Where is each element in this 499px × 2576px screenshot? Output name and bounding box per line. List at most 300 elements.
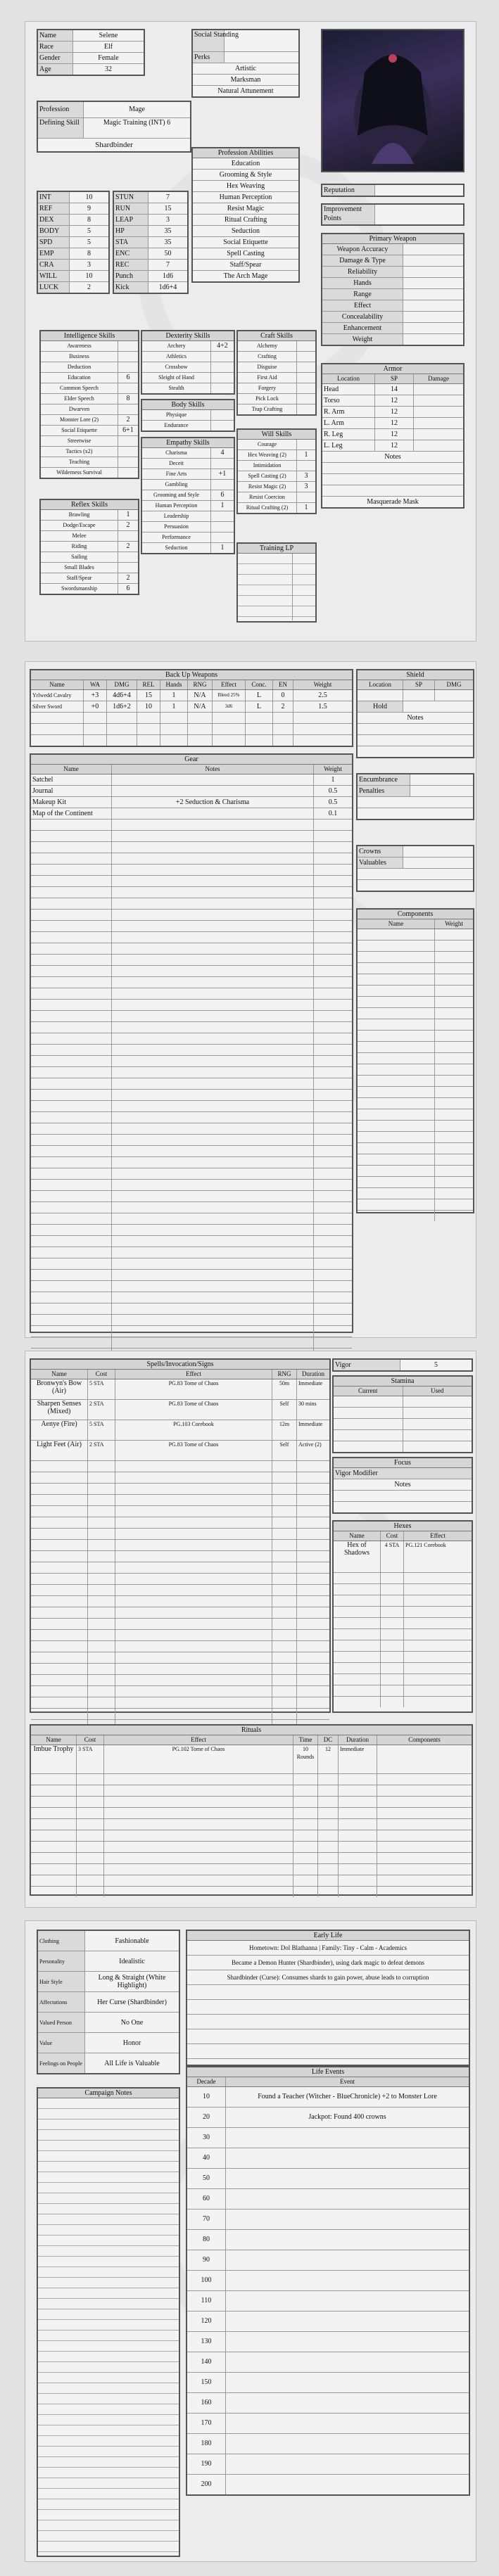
spell-empty-row[interactable]: [31, 1619, 329, 1630]
early-life-empty-line[interactable]: [187, 2015, 469, 2029]
ritual-empty-row[interactable]: [31, 1830, 472, 1842]
derived-stat-value[interactable]: 35: [164, 238, 172, 246]
ritual-empty-row[interactable]: [31, 1808, 472, 1819]
component-empty-row[interactable]: [358, 1053, 473, 1064]
armor-cell[interactable]: R. Leg: [322, 429, 375, 440]
spell-cell[interactable]: 2 STA: [88, 1400, 115, 1420]
component-empty-row[interactable]: [358, 1109, 473, 1121]
component-empty-row[interactable]: [358, 986, 473, 997]
gear-empty-row[interactable]: [31, 921, 352, 932]
ritual-empty-row[interactable]: [31, 1797, 472, 1808]
personality-value[interactable]: Her Curse (Shardbinder): [97, 1998, 167, 2006]
personality-value[interactable]: No One: [120, 2018, 144, 2027]
armor-notes-line[interactable]: [322, 474, 463, 485]
spell-empty-row[interactable]: [31, 1484, 329, 1495]
hex-empty-row[interactable]: [334, 1584, 472, 1595]
spell-empty-row[interactable]: [31, 1562, 329, 1574]
backup-weapon-cell[interactable]: 1.5: [318, 703, 327, 710]
early-life-empty-line[interactable]: [187, 2044, 469, 2059]
shield-notes-empty-row[interactable]: [358, 724, 473, 735]
spell-empty-row[interactable]: [31, 1585, 329, 1596]
personality-value[interactable]: Idealistic: [119, 1957, 145, 1965]
gear-empty-row[interactable]: [31, 1090, 352, 1101]
stat-value[interactable]: 8: [87, 250, 91, 257]
spell-cell[interactable]: Light Feet (Air): [31, 1441, 88, 1460]
hex-empty-row[interactable]: [334, 1595, 472, 1607]
derived-stat-value[interactable]: 35: [164, 227, 172, 235]
body-skill-value[interactable]: [211, 410, 234, 420]
gear-empty-row[interactable]: [31, 1337, 352, 1348]
stamina-empty-row[interactable]: [334, 1396, 472, 1408]
gear-empty-row[interactable]: [31, 1202, 352, 1213]
gear-cell[interactable]: 0.5: [328, 798, 338, 806]
component-empty-row[interactable]: [358, 1031, 473, 1042]
backup-weapon-cell[interactable]: L: [246, 690, 273, 701]
ritual-empty-row[interactable]: [31, 1853, 472, 1864]
life-event-text[interactable]: [226, 2271, 469, 2290]
armor-cell[interactable]: R. Arm: [322, 407, 375, 417]
gear-empty-row[interactable]: [31, 842, 352, 853]
armor-cell[interactable]: [414, 407, 463, 417]
component-empty-row[interactable]: [358, 1087, 473, 1098]
personality-value[interactable]: Long & Straight (White Highlight): [98, 1974, 166, 1989]
component-empty-row[interactable]: [358, 1076, 473, 1087]
life-event-text[interactable]: [226, 2373, 469, 2392]
spell-empty-row[interactable]: [31, 1641, 329, 1652]
gear-empty-row[interactable]: [31, 1281, 352, 1292]
armor-cell[interactable]: 12: [375, 418, 414, 428]
component-empty-row[interactable]: [358, 974, 473, 986]
gear-empty-row[interactable]: [31, 887, 352, 898]
armor-cell[interactable]: 12: [375, 395, 414, 406]
primary-weapon-value[interactable]: [403, 289, 463, 300]
gear-empty-row[interactable]: [31, 910, 352, 921]
component-empty-row[interactable]: [358, 1132, 473, 1143]
gear-empty-row[interactable]: [31, 820, 352, 831]
will-skill-value[interactable]: [297, 461, 315, 471]
component-empty-row[interactable]: [358, 1008, 473, 1019]
component-empty-row[interactable]: [358, 929, 473, 941]
ritual-empty-row[interactable]: [31, 1819, 472, 1830]
int-skill-value[interactable]: [118, 352, 138, 362]
component-empty-row[interactable]: [358, 1042, 473, 1053]
int-skill-value[interactable]: 6+1: [122, 426, 134, 434]
spell-cell[interactable]: 2 STA: [88, 1441, 115, 1460]
primary-weapon-value[interactable]: [403, 323, 463, 333]
gear-empty-row[interactable]: [31, 1157, 352, 1168]
armor-cell[interactable]: Torso: [322, 395, 375, 406]
stat-value[interactable]: 2: [87, 283, 91, 291]
armor-notes-line[interactable]: [322, 463, 463, 474]
ritual-cell[interactable]: PG.102 Tome of Chaos: [104, 1745, 293, 1773]
primary-weapon-value[interactable]: [403, 267, 463, 277]
stamina-empty-row[interactable]: [334, 1419, 472, 1430]
will-skill-value[interactable]: 3: [304, 472, 308, 480]
gear-empty-row[interactable]: [31, 853, 352, 865]
component-empty-row[interactable]: [358, 1064, 473, 1076]
spell-cell[interactable]: 5 STA: [88, 1420, 115, 1440]
identity-value[interactable]: Selene: [99, 32, 118, 39]
life-event-text[interactable]: [226, 2189, 469, 2209]
primary-weapon-value[interactable]: [403, 334, 463, 345]
component-empty-row[interactable]: [358, 997, 473, 1008]
backup-weapon-cell[interactable]: Bleed 25%: [213, 690, 246, 701]
hex-cell[interactable]: PG.121 Corebook: [405, 1542, 446, 1548]
shield-notes-empty-row[interactable]: [358, 746, 473, 757]
backup-weapon-empty-row[interactable]: [31, 713, 352, 724]
craft-skill-value[interactable]: [297, 352, 315, 362]
spell-empty-row[interactable]: [31, 1529, 329, 1540]
gear-cell[interactable]: [112, 786, 314, 796]
backup-weapon-cell[interactable]: 0: [273, 690, 293, 701]
int-skill-value[interactable]: [118, 341, 138, 351]
gear-empty-row[interactable]: [31, 1146, 352, 1157]
identity-value[interactable]: 32: [105, 65, 112, 73]
derived-stat-value[interactable]: 3: [166, 216, 170, 224]
hex-empty-row[interactable]: [334, 1652, 472, 1663]
stat-value[interactable]: 9: [87, 205, 91, 212]
backup-weapon-cell[interactable]: Yrlwedd Cavalry: [31, 690, 84, 701]
derived-stat-value[interactable]: 7: [166, 193, 170, 201]
emp-skill-value[interactable]: [211, 511, 234, 521]
spell-cell[interactable]: Immediate: [298, 1380, 323, 1386]
gear-empty-row[interactable]: [31, 1292, 352, 1303]
spell-empty-row[interactable]: [31, 1697, 329, 1709]
ritual-cell[interactable]: Imbue Trophy: [31, 1745, 77, 1773]
ritual-cell[interactable]: 10 Rounds: [293, 1745, 318, 1773]
life-event-text[interactable]: [226, 2148, 469, 2168]
hex-empty-row[interactable]: [334, 1674, 472, 1685]
backup-weapon-cell[interactable]: 10: [137, 701, 160, 712]
emp-skill-value[interactable]: [211, 459, 234, 468]
backup-weapon-cell[interactable]: Silver Sword: [31, 701, 84, 712]
gear-empty-row[interactable]: [31, 1078, 352, 1090]
backup-weapon-cell[interactable]: +3: [84, 690, 107, 701]
component-empty-row[interactable]: [358, 1154, 473, 1166]
gear-empty-row[interactable]: [31, 1180, 352, 1191]
int-skill-value[interactable]: 2: [126, 416, 130, 423]
ref-skill-value[interactable]: [118, 563, 138, 573]
int-skill-value[interactable]: [118, 468, 138, 478]
primary-weapon-value[interactable]: [403, 255, 463, 266]
gear-cell[interactable]: 0.1: [328, 810, 338, 817]
body-skill-value[interactable]: [211, 421, 234, 431]
gear-empty-row[interactable]: [31, 1247, 352, 1258]
primary-weapon-value[interactable]: [403, 300, 463, 311]
gear-empty-row[interactable]: [31, 1213, 352, 1225]
gear-empty-row[interactable]: [31, 943, 352, 955]
hex-cell[interactable]: Hex of Shadows: [334, 1541, 381, 1572]
spell-cell[interactable]: 5 STA: [88, 1379, 115, 1399]
hex-empty-row[interactable]: [334, 1629, 472, 1640]
gear-empty-row[interactable]: [31, 1101, 352, 1112]
spell-empty-row[interactable]: [31, 1709, 329, 1720]
emp-skill-value[interactable]: 6: [220, 491, 225, 499]
early-life-line[interactable]: Hometown: Dol Blathanna | Family: Tiny - Calm - Academics: [187, 1941, 469, 1956]
ritual-empty-row[interactable]: [31, 1774, 472, 1785]
craft-skill-value[interactable]: [297, 383, 315, 393]
shield-notes-empty-row[interactable]: [358, 735, 473, 746]
backup-weapon-cell[interactable]: 2.5: [318, 691, 327, 699]
hex-empty-row[interactable]: [334, 1685, 472, 1697]
spell-empty-row[interactable]: [31, 1664, 329, 1675]
ref-skill-value[interactable]: [118, 552, 138, 562]
life-event-text[interactable]: [226, 2393, 469, 2413]
stamina-empty-row[interactable]: [334, 1430, 472, 1441]
primary-weapon-value[interactable]: [403, 278, 463, 288]
life-event-text[interactable]: [226, 2332, 469, 2352]
stat-value[interactable]: 10: [85, 272, 93, 280]
component-empty-row[interactable]: [358, 1177, 473, 1188]
gear-empty-row[interactable]: [31, 898, 352, 910]
spell-empty-row[interactable]: [31, 1607, 329, 1619]
emp-skill-value[interactable]: [211, 522, 234, 532]
craft-skill-value[interactable]: [297, 373, 315, 383]
spell-empty-row[interactable]: [31, 1461, 329, 1472]
ritual-cell[interactable]: Immediate: [339, 1745, 377, 1773]
backup-weapon-cell[interactable]: L: [246, 701, 273, 712]
hex-empty-row[interactable]: [334, 1697, 472, 1707]
primary-weapon-value[interactable]: [403, 312, 463, 322]
hex-empty-row[interactable]: [334, 1573, 472, 1584]
gear-empty-row[interactable]: [31, 1033, 352, 1045]
emp-skill-value[interactable]: [211, 480, 234, 490]
dex-skill-value[interactable]: [211, 383, 234, 393]
spell-cell[interactable]: Bronwyn's Bow (Air): [31, 1379, 88, 1399]
gear-cell[interactable]: [112, 808, 314, 819]
gear-empty-row[interactable]: [31, 988, 352, 1000]
stat-value[interactable]: 5: [87, 238, 91, 246]
gear-cell[interactable]: Makeup Kit: [31, 797, 112, 808]
spell-cell[interactable]: 50m: [272, 1379, 297, 1399]
gear-empty-row[interactable]: [31, 831, 352, 842]
component-empty-row[interactable]: [358, 1188, 473, 1199]
life-event-text[interactable]: Jackpot: Found 400 crowns: [308, 2113, 386, 2121]
spell-empty-row[interactable]: [31, 1675, 329, 1686]
backup-weapon-cell[interactable]: 1: [160, 701, 188, 712]
hex-empty-row[interactable]: [334, 1607, 472, 1618]
gear-empty-row[interactable]: [31, 876, 352, 887]
gear-empty-row[interactable]: [31, 1258, 352, 1270]
gear-empty-row[interactable]: [31, 1011, 352, 1022]
spell-empty-row[interactable]: [31, 1540, 329, 1551]
armor-cell[interactable]: L. Leg: [322, 440, 375, 451]
early-life-empty-line[interactable]: [187, 2029, 469, 2044]
primary-weapon-value[interactable]: [403, 244, 463, 255]
int-skill-value[interactable]: [118, 447, 138, 457]
life-event-text[interactable]: [226, 2230, 469, 2250]
shield-empty-row[interactable]: [358, 690, 473, 701]
gear-empty-row[interactable]: [31, 966, 352, 977]
spell-empty-row[interactable]: [31, 1652, 329, 1664]
spell-empty-row[interactable]: [31, 1686, 329, 1697]
backup-weapon-cell[interactable]: 1d6+2: [107, 701, 137, 712]
int-skill-value[interactable]: 6: [126, 374, 130, 381]
defining-skill-value[interactable]: Magic Training (INT) 6: [103, 119, 171, 127]
hex-empty-row[interactable]: [334, 1618, 472, 1629]
int-skill-value[interactable]: 8: [126, 395, 130, 402]
component-empty-row[interactable]: [358, 952, 473, 963]
life-event-text[interactable]: [226, 2414, 469, 2433]
ritual-empty-row[interactable]: [31, 1887, 472, 1897]
will-skill-value[interactable]: 1: [304, 451, 308, 459]
backup-weapon-cell[interactable]: N/A: [188, 690, 213, 701]
social-standing-value[interactable]: [225, 30, 298, 51]
gear-cell[interactable]: 0.5: [328, 787, 338, 795]
spell-cell[interactable]: Active (2): [298, 1441, 322, 1448]
spell-empty-row[interactable]: [31, 1506, 329, 1517]
life-event-text[interactable]: [226, 2128, 469, 2148]
dex-skill-value[interactable]: [211, 373, 234, 383]
spell-cell[interactable]: Immediate: [298, 1421, 323, 1427]
gear-empty-row[interactable]: [31, 1168, 352, 1180]
vigor-value[interactable]: 5: [434, 1361, 438, 1369]
backup-weapon-cell[interactable]: +0: [84, 701, 107, 712]
stamina-empty-row[interactable]: [334, 1441, 472, 1452]
gear-empty-row[interactable]: [31, 955, 352, 966]
will-skill-value[interactable]: 1: [304, 504, 308, 511]
gear-empty-row[interactable]: [31, 1056, 352, 1067]
gear-empty-row[interactable]: [31, 1000, 352, 1011]
stat-value[interactable]: 3: [87, 261, 91, 269]
spell-empty-row[interactable]: [31, 1596, 329, 1607]
armor-cell[interactable]: 12: [375, 440, 414, 451]
craft-skill-value[interactable]: [297, 362, 315, 372]
spell-cell[interactable]: Self: [272, 1400, 297, 1420]
armor-notes-line[interactable]: [322, 485, 463, 497]
gear-empty-row[interactable]: [31, 1135, 352, 1146]
life-event-text[interactable]: [226, 2434, 469, 2454]
spell-empty-row[interactable]: [31, 1472, 329, 1484]
craft-skill-value[interactable]: [297, 341, 315, 351]
ref-skill-value[interactable]: 2: [126, 542, 130, 550]
ref-skill-value[interactable]: 6: [126, 585, 130, 592]
ref-skill-value[interactable]: 1: [126, 511, 130, 518]
spell-cell[interactable]: PG.83 Tome of Chaos: [115, 1400, 272, 1420]
int-skill-value[interactable]: [118, 404, 138, 414]
identity-value[interactable]: Female: [98, 54, 119, 62]
life-event-text[interactable]: [226, 2475, 469, 2494]
gear-empty-row[interactable]: [31, 1022, 352, 1033]
dex-skill-value[interactable]: [211, 362, 234, 372]
improvement-value[interactable]: [375, 205, 463, 224]
gear-cell[interactable]: Map of the Continent: [31, 808, 112, 819]
gear-cell[interactable]: 1: [331, 776, 335, 784]
spell-empty-row[interactable]: [31, 1517, 329, 1529]
hex-empty-row[interactable]: [334, 1640, 472, 1652]
gear-empty-row[interactable]: [31, 1303, 352, 1315]
spell-empty-row[interactable]: [31, 1495, 329, 1506]
spell-empty-row[interactable]: [31, 1630, 329, 1641]
emp-skill-value[interactable]: +1: [218, 470, 227, 478]
armor-cell[interactable]: [414, 395, 463, 406]
backup-weapon-empty-row[interactable]: [31, 724, 352, 735]
dex-skill-value[interactable]: [211, 352, 234, 362]
component-empty-row[interactable]: [358, 1199, 473, 1211]
component-empty-row[interactable]: [358, 1121, 473, 1132]
gear-cell[interactable]: +2 Seduction & Charisma: [112, 797, 314, 808]
armor-notes-value[interactable]: Masquerade Mask: [367, 498, 419, 506]
emp-skill-value[interactable]: [211, 533, 234, 542]
component-empty-row[interactable]: [358, 941, 473, 952]
backup-weapon-cell[interactable]: 3d6: [213, 701, 246, 712]
component-empty-row[interactable]: [358, 1143, 473, 1154]
hex-empty-row[interactable]: [334, 1663, 472, 1674]
dex-skill-value[interactable]: 4+2: [217, 342, 228, 350]
spell-cell[interactable]: Aenye (Fire): [31, 1420, 88, 1440]
component-empty-row[interactable]: [358, 963, 473, 974]
emp-skill-value[interactable]: 1: [220, 544, 225, 551]
armor-cell[interactable]: L. Arm: [322, 418, 375, 428]
craft-skill-value[interactable]: [297, 404, 315, 414]
personality-value[interactable]: Fashionable: [115, 1937, 149, 1945]
life-event-text[interactable]: [226, 2250, 469, 2270]
gear-empty-row[interactable]: [31, 1191, 352, 1202]
derived-stat-value[interactable]: 7: [166, 261, 170, 269]
backup-weapon-cell[interactable]: 2: [273, 701, 293, 712]
ritual-empty-row[interactable]: [31, 1875, 472, 1887]
component-empty-row[interactable]: [358, 1019, 473, 1031]
derived-stat-value[interactable]: 50: [164, 250, 172, 257]
gear-empty-row[interactable]: [31, 1315, 352, 1326]
will-skill-value[interactable]: [297, 492, 315, 502]
int-skill-value[interactable]: [118, 383, 138, 393]
gear-empty-row[interactable]: [31, 977, 352, 988]
armor-cell[interactable]: [414, 440, 463, 451]
gear-empty-row[interactable]: [31, 1123, 352, 1135]
ritual-empty-row[interactable]: [31, 1864, 472, 1875]
derived-stat-value[interactable]: 1d6+4: [158, 283, 177, 291]
stat-value[interactable]: 5: [87, 227, 91, 235]
ref-skill-value[interactable]: [118, 531, 138, 541]
int-skill-value[interactable]: [118, 362, 138, 372]
component-empty-row[interactable]: [358, 1098, 473, 1109]
armor-cell[interactable]: [414, 418, 463, 428]
ritual-empty-row[interactable]: [31, 1785, 472, 1797]
armor-cell[interactable]: [414, 384, 463, 395]
armor-cell[interactable]: 12: [375, 429, 414, 440]
gear-empty-row[interactable]: [31, 1045, 352, 1056]
armor-cell[interactable]: [414, 429, 463, 440]
spell-cell[interactable]: PG.83 Tome of Chaos: [115, 1441, 272, 1460]
craft-skill-value[interactable]: [297, 394, 315, 404]
stat-value[interactable]: 10: [85, 193, 93, 201]
emp-skill-value[interactable]: 1: [220, 502, 225, 509]
gear-cell[interactable]: Journal: [31, 786, 112, 796]
ref-skill-value[interactable]: 2: [126, 521, 130, 529]
ritual-cell[interactable]: 12: [318, 1745, 339, 1773]
will-skill-value[interactable]: [297, 440, 315, 449]
gear-empty-row[interactable]: [31, 1067, 352, 1078]
spell-cell[interactable]: PG.103 Corebook: [115, 1420, 272, 1440]
early-life-line[interactable]: Shardbinder (Curse): Consumes shards to gain power, abuse leads to corruption: [187, 1970, 469, 1985]
ritual-cell[interactable]: [377, 1745, 472, 1773]
ritual-cell[interactable]: 3 STA: [77, 1745, 104, 1773]
component-empty-row[interactable]: [358, 1166, 473, 1177]
campaign-notes-lines[interactable]: [38, 2098, 179, 2554]
early-life-empty-line[interactable]: [187, 2000, 469, 2015]
backup-weapon-cell[interactable]: N/A: [188, 701, 213, 712]
gear-empty-row[interactable]: [31, 1270, 352, 1281]
life-event-text[interactable]: [226, 2352, 469, 2372]
early-life-line[interactable]: Became a Demon Hunter (Shardbinder), using dark magic to defeat demons: [187, 1956, 469, 1970]
reputation-value[interactable]: [375, 185, 463, 196]
backup-weapon-empty-row[interactable]: [31, 735, 352, 746]
armor-cell[interactable]: Head: [322, 384, 375, 395]
life-event-text[interactable]: [226, 2291, 469, 2311]
spell-cell[interactable]: Self: [272, 1441, 297, 1460]
backup-weapon-cell[interactable]: 15: [137, 690, 160, 701]
